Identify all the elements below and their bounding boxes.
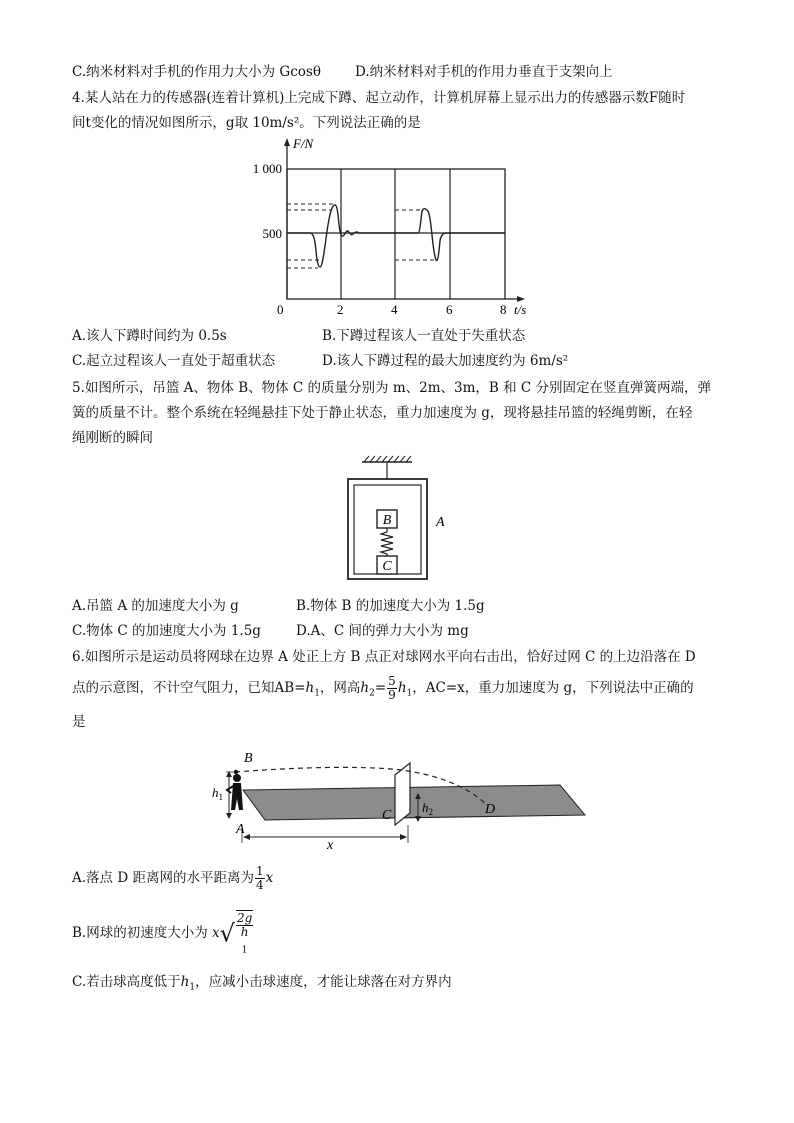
q3-option-d: D.纳米材料对手机的作用力垂直于支架向上 [355,64,613,80]
q6-option-a: A.落点 D 距离网的水平距离为 $\frac{1}{4}$ x [72,864,274,892]
q6-stem-line-1: 6.如图所示是运动员将网球在边界 A 处正上方 B 点正对球网水平向右击出，恰好过网 C 的上边沿落在 D [72,649,696,665]
q6-option-a-fraction: $\frac{1}{4}$ [255,864,264,892]
q6-label-x: x [327,838,334,853]
q5-stem-line-3: 绳刚断的瞬间 [72,430,153,446]
q6-option-b: B.网球的初速度大小为 x√ 2g h $_1$ [72,911,253,956]
chart-xtick-2: 2 [337,302,344,317]
chart-xtick-8: 8 [500,302,507,317]
q6-fraction-5-9: $\frac{5}{9}$ [388,674,396,702]
q6-tennis-figure [205,745,590,855]
q5-basket-figure [340,452,455,587]
chart-xtick-6: 6 [446,302,453,317]
q6-option-b-fraction: 2g h $_1$ [236,911,253,956]
q6-stem-line-3: 是 [72,714,86,730]
q5-stem-line-2: 簧的质量不计。整个系统在轻绳悬挂下处于静止状态，重力加速度为 g，现将悬挂吊篮的轻绳剪断，在轻 [72,405,693,421]
q5-option-c: C.物体 C 的加速度大小为 1.5g [72,623,261,639]
q5-label-c: C [382,559,392,574]
q5-stem-line-1: 5.如图所示，吊篮 A、物体 B、物体 C 的质量分别为 m、2m、3m，B 和 C 分别固定在竖直弹簧两端，弹 [72,380,712,396]
q4-option-c: C.起立过程该人一直处于超重状态 [72,353,276,369]
q4-force-time-chart [240,133,540,318]
q5-option-b: B.物体 B 的加速度大小为 1.5g [296,598,485,614]
q5-label-a: A [436,515,445,530]
q6-label-a: A [236,822,245,837]
q4-stem-line-1: 4.某人站在力的传感器(连着计算机)上完成下蹲、起立动作，计算机屏幕上显示出力的传感器示数F随时 [72,90,686,106]
chart-xlabel: t/s [514,302,527,317]
q6-label-d: D [485,802,496,817]
chart-ytick-1000: 1 000 [252,161,282,176]
q6-label-b: B [244,751,253,766]
q4-option-a: A.该人下蹲时间约为 0.5s [72,328,227,344]
q5-option-a: A.吊篮 A 的加速度大小为 g [72,598,239,614]
q4-option-b: B.下蹲过程该人一直处于失重状态 [322,328,526,344]
q4-option-d: D.该人下蹲过程的最大加速度约为 6m/s² [322,353,569,369]
q5-option-d: D.A、C 间的弹力大小为 mg [296,623,469,639]
q3-option-c: C.纳米材料对手机的作用力大小为 Gcosθ [72,64,321,80]
chart-ytick-500: 500 [262,226,282,241]
q6-label-h1: $h_1$ [212,785,223,802]
chart-xtick-0: 0 [277,302,284,317]
q6-label-c: C [382,808,392,823]
q6-option-c: C.若击球高度低于$h_1$，应减小击球速度，才能让球落在对方界内 [72,974,452,993]
q4-stem-line-2: 间t变化的情况如图所示，g取 10m/s²。下列说法正确的是 [72,115,421,131]
chart-ylabel: F/N [293,136,314,151]
q6-stem-line-2: 点的示意图，不计空气阻力，已知$AB=h_1$，网高$h_2=$ $\frac{5}{9}$ $h_1$，AC=x，重力加速度为 g，下列说法中正确的 [72,674,694,702]
sqrt-symbol: √ [219,919,235,948]
q6-label-h2: $h_2$ [422,800,433,817]
q5-label-b: B [382,513,392,528]
chart-xtick-4: 4 [391,302,398,317]
